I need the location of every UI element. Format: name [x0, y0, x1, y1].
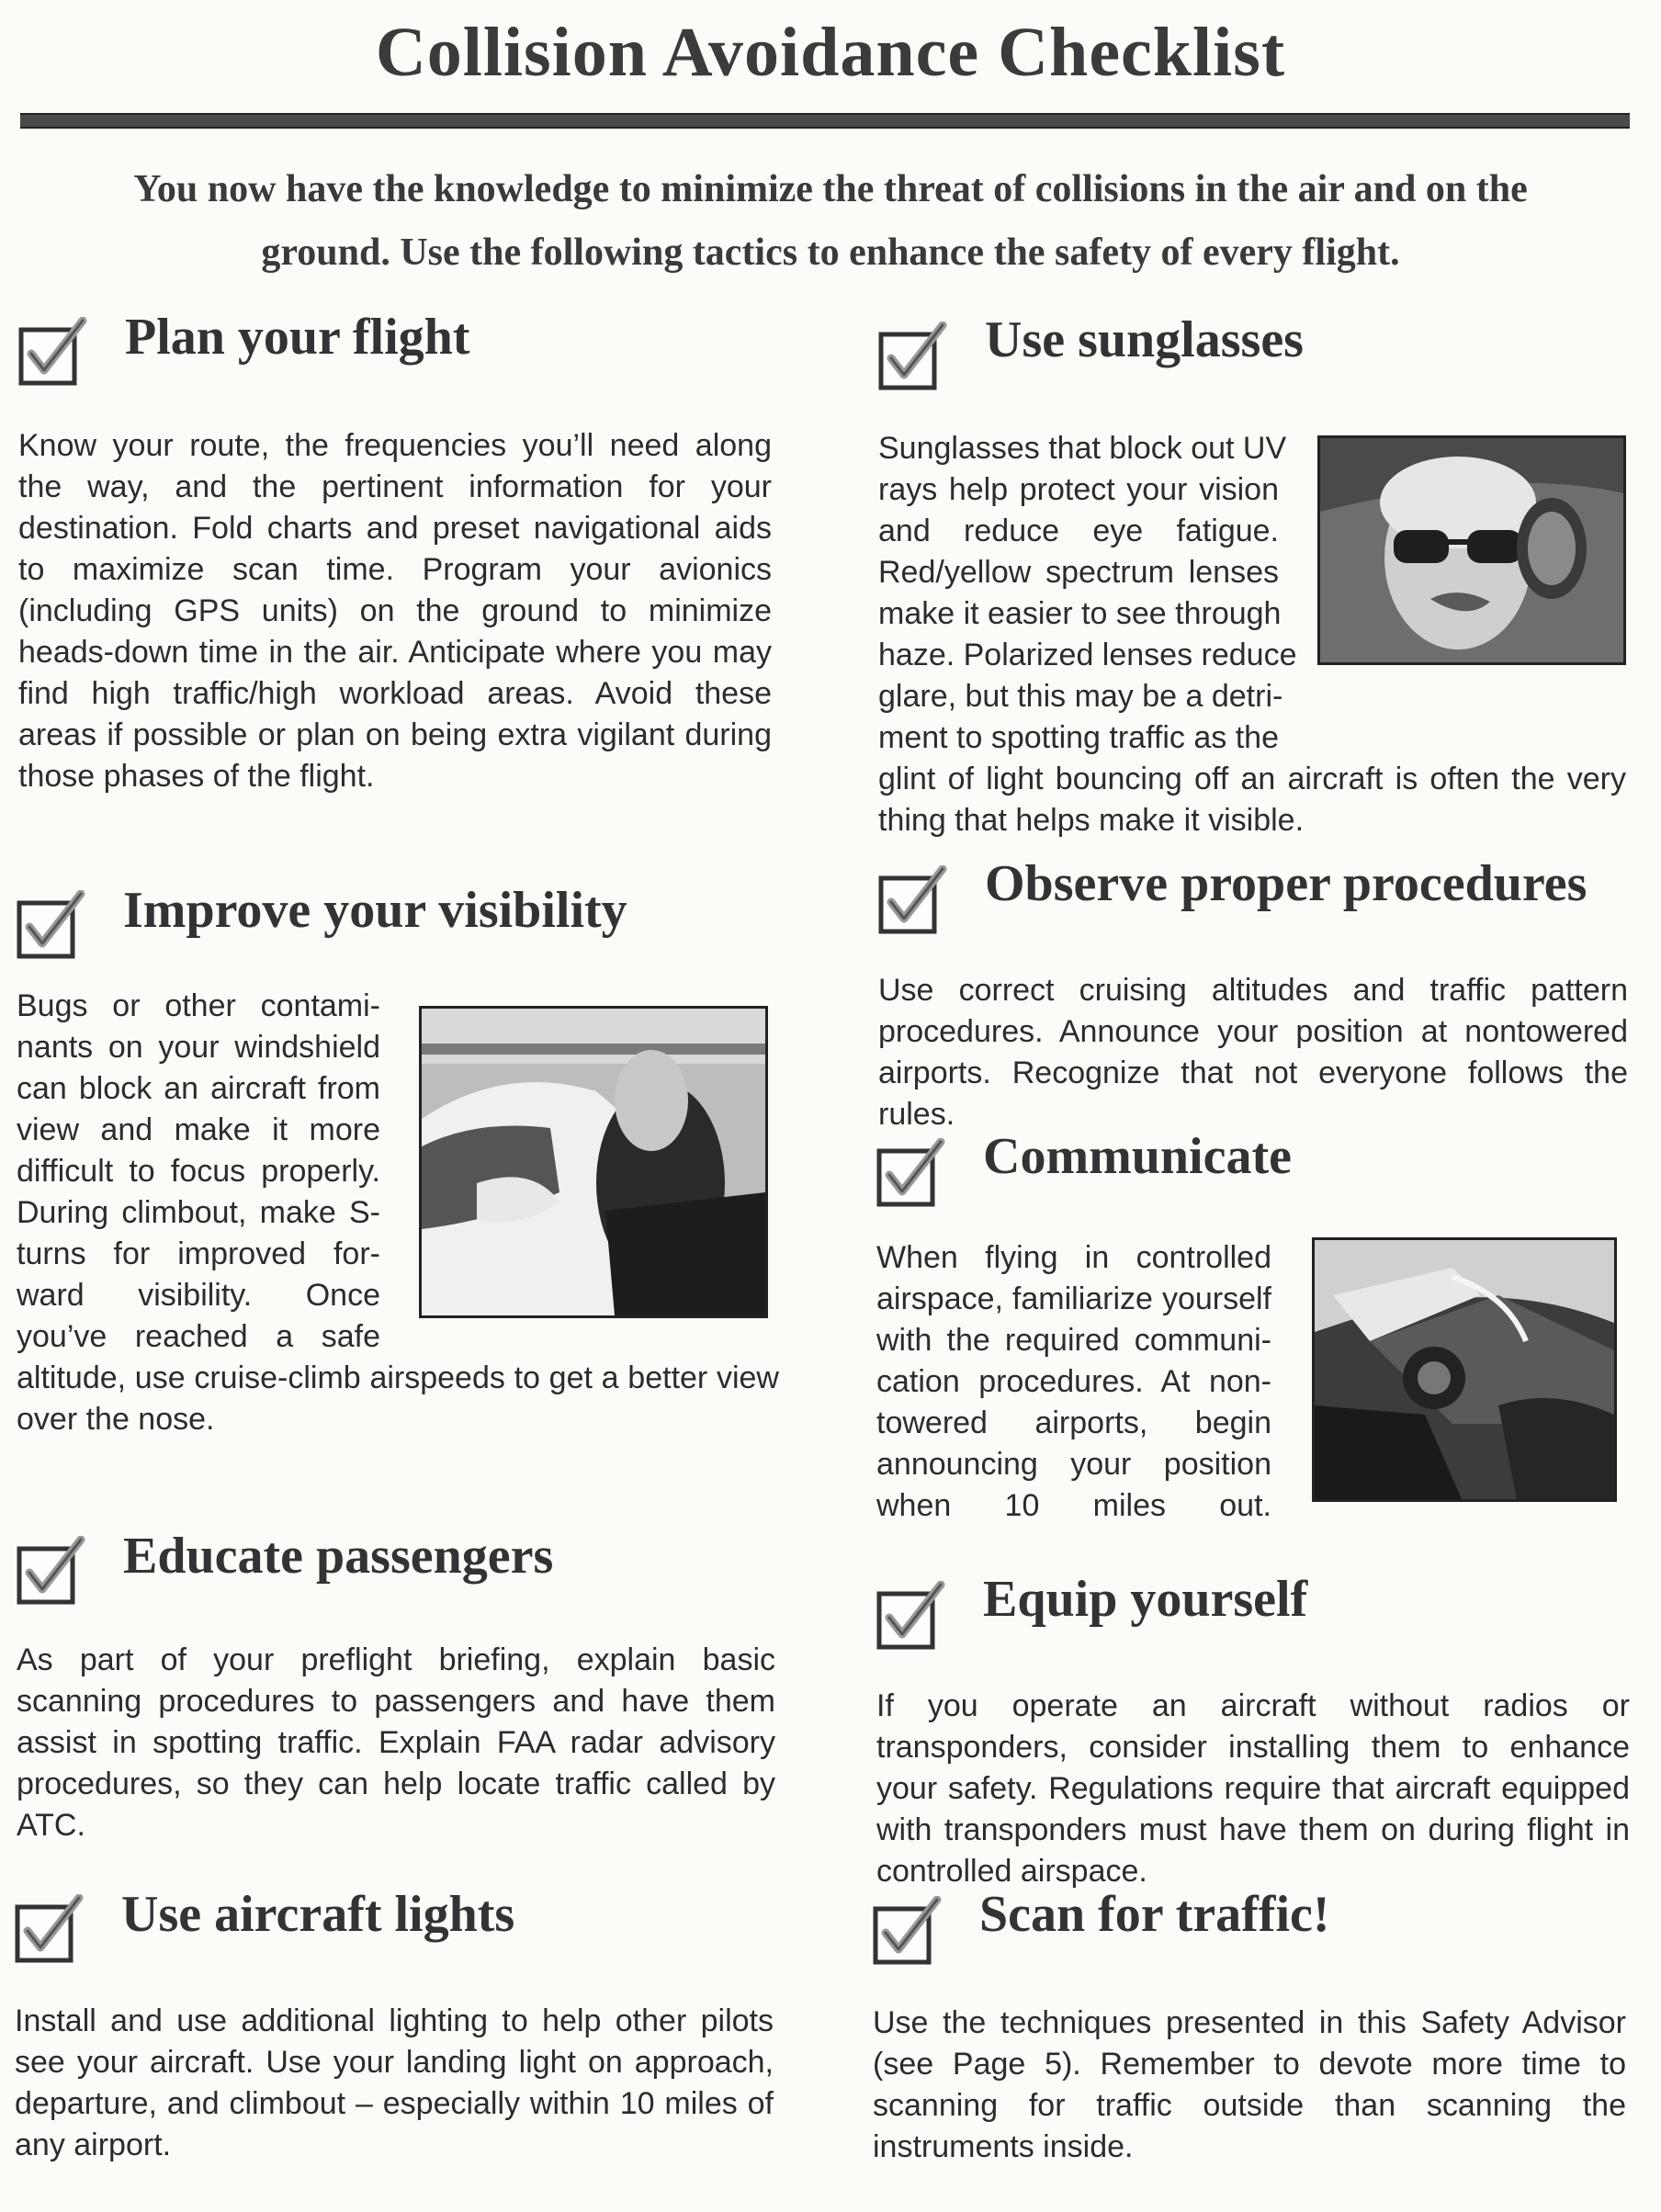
section-body: Use the techniques presented in this Safety Advisor (see Page 5). Remember to devote more time to scanning for traffic outside than scanning the instruments inside. — [873, 2005, 1626, 2164]
body-line: with the required communi- — [876, 1323, 1271, 1358]
checkbox-checked-icon — [878, 322, 950, 393]
body-line: cation procedures. At non- — [876, 1364, 1271, 1399]
section-heading: Observe proper procedures — [985, 855, 1588, 912]
section-body: If you operate an aircraft without radios or transponders, consider installing them to enhance your safety. Regulations require that aircraft equipped with transponders must have them on during flight in controlled airspace. — [876, 1688, 1630, 1889]
wrapped-lines — [17, 986, 380, 1358]
section-body: Use correct cruising altitudes and traffic pattern procedures. Announce your position at nontowered airports. Recognize that not everyone follows the rules. — [878, 973, 1628, 1132]
section-improve-visibility — [17, 877, 788, 1447]
checkbox-checked-icon — [876, 1138, 948, 1210]
body-line: make it easier to see through — [878, 596, 1282, 631]
section-educate-passengers — [17, 1525, 788, 1843]
section-equip-yourself — [876, 1566, 1648, 1889]
section-body: As part of your preflight briefing, explain basic scanning procedures to passengers and have them assist in spotting traffic. Explain FAA radar advisory procedures, so they can help locate traffic called by ATC. — [17, 1642, 775, 1843]
body-line: you’ve reached a safe — [17, 1319, 380, 1354]
body-line: During climbout, make S- — [17, 1195, 380, 1230]
section-communicate — [876, 1125, 1648, 1548]
intro-text — [28, 158, 1633, 285]
section-heading: Equip yourself — [983, 1571, 1308, 1628]
body-line: rays help protect your vision — [878, 472, 1279, 507]
body-line: announcing your position — [876, 1447, 1271, 1482]
checkbox-checked-icon — [18, 317, 90, 389]
section-body-rest: glint of light bouncing off an aircraft is often the very thing that helps make it visible. — [878, 762, 1626, 838]
body-line: airspace, familiarize yourself — [876, 1281, 1271, 1316]
section-heading: Plan your flight — [125, 309, 470, 366]
section-heading: Scan for traffic! — [979, 1886, 1330, 1943]
checkbox-checked-icon — [17, 890, 88, 962]
wrapped-lines — [876, 1237, 1271, 1527]
body-line: towered airports, begin — [876, 1405, 1271, 1440]
body-line: glare, but this may be a detri- — [878, 679, 1283, 714]
body-line: and reduce eye fatigue. — [878, 514, 1279, 548]
section-plan-your-flight — [18, 308, 781, 804]
windshield-photo — [419, 1006, 768, 1318]
cockpit-radio-photo — [1312, 1237, 1617, 1502]
wrapped-lines — [878, 428, 1297, 759]
section-body — [876, 1237, 1271, 1527]
body-line: can block an aircraft from — [17, 1071, 380, 1106]
section-observe-procedures — [878, 852, 1650, 1132]
body-line: difficult to focus properly. — [17, 1154, 380, 1189]
body-line: ment to spotting traffic as the — [878, 720, 1279, 755]
section-heading: Communicate — [983, 1128, 1292, 1185]
body-line: Bugs or other contami- — [17, 988, 380, 1023]
body-line: Sunglasses that block out UV — [878, 431, 1287, 466]
section-heading: Use aircraft lights — [121, 1886, 515, 1943]
page-title: Collision Avoidance Checklist — [375, 14, 1286, 91]
body-line: haze. Polarized lenses reduce — [878, 638, 1297, 672]
section-heading: Educate passengers — [123, 1528, 554, 1585]
checkbox-checked-icon — [876, 1581, 948, 1653]
section-use-aircraft-lights — [15, 1883, 786, 2195]
section-body-rest: altitude, use cruise-climb airspeeds to get a better view over the nose. — [17, 1360, 779, 1437]
checkbox-checked-icon — [873, 1896, 944, 1968]
body-line: Red/yellow spectrum lenses — [878, 555, 1279, 590]
intro-line-2: ground. Use the following tactics to enhance the safety of every flight. — [261, 231, 1400, 274]
section-body: Know your route, the frequencies you’ll need along the way, and the pertinent information for your destination. Fold charts and preset navigational aids to maximize scan time. Program your avionics (including GPS units) on the ground to minimize heads-down time in the air. Anticipate where you may find high traffic/high workload areas. Avoid these areas if possible or plan on being extra vigilant during those phases of the flight. — [18, 428, 772, 794]
body-line: turns for improved for- — [17, 1236, 380, 1271]
body-line: view and make it more — [17, 1112, 380, 1147]
section-heading: Improve your visibility — [123, 882, 627, 939]
body-line: nants on your windshield — [17, 1030, 380, 1065]
body-line: when 10 miles out. — [876, 1488, 1271, 1523]
checkbox-checked-icon — [15, 1894, 86, 1966]
section-use-sunglasses — [878, 310, 1632, 843]
section-body: Install and use additional lighting to help other pilots see your aircraft. Use your landing light on approach, departure, and climbout – especially within 10 miles of any airport. — [15, 2003, 774, 2162]
body-line: When flying in controlled — [876, 1240, 1271, 1275]
checkbox-checked-icon — [878, 865, 950, 937]
body-line: ward visibility. Once — [17, 1278, 380, 1313]
checkbox-checked-icon — [17, 1536, 88, 1608]
sunglasses-pilot-photo — [1317, 435, 1626, 665]
intro-line-1: You now have the knowledge to minimize the threat of collisions in the air and on the — [133, 168, 1528, 210]
section-scan-for-traffic — [873, 1883, 1644, 2195]
title-rule — [20, 113, 1630, 129]
section-heading: Use sunglasses — [985, 311, 1304, 368]
